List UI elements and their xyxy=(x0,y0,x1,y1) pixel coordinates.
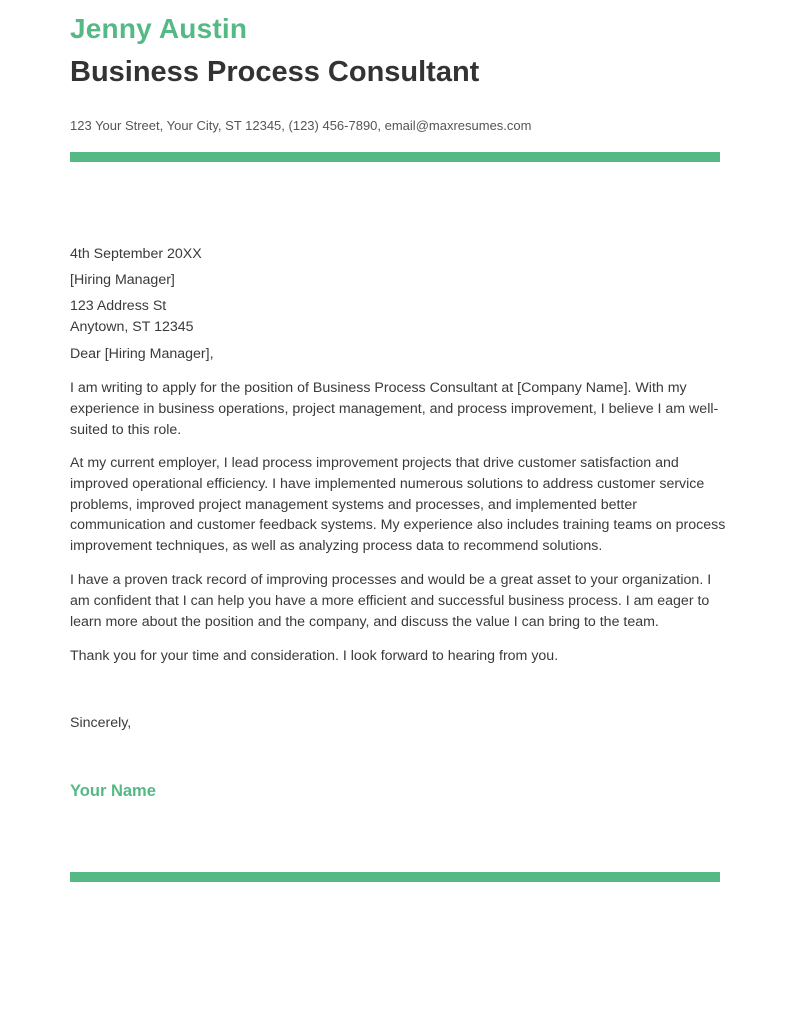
paragraph-intro xyxy=(70,378,725,440)
paragraph-line: improvement techniques, as well as analyzing process data to recommend solutions. xyxy=(70,538,603,555)
footer-divider xyxy=(70,872,720,882)
paragraph-line: At my current employer, I lead process improvement projects that drive customer satisfaction and xyxy=(70,455,679,471)
paragraph-experience xyxy=(70,453,725,557)
paragraph-line: improved operational efficiency. I have implemented numerous solutions to address customer service xyxy=(70,475,705,492)
paragraph-line: am confident that I can help you have a more efficient and successful business process. I am eager to xyxy=(70,592,710,609)
contact-info: 123 Your Street, Your City, ST 12345, (123) 456-7890, email@maxresumes.com xyxy=(70,118,532,133)
paragraph-line: suited to this role. xyxy=(70,421,182,438)
applicant-name: Jenny Austin xyxy=(70,13,248,44)
paragraph-thanks: Thank you for your time and consideration. I look forward to hearing from you. xyxy=(70,648,559,664)
salutation: Dear [Hiring Manager], xyxy=(70,346,214,362)
recipient-name: [Hiring Manager] xyxy=(70,272,175,288)
recipient-address xyxy=(70,296,725,338)
paragraph-value xyxy=(70,570,725,632)
address-line: Anytown, ST 12345 xyxy=(70,318,194,335)
paragraph-line: learn more about the position and the company, and discuss the value I can bring to the team. xyxy=(70,613,659,630)
job-title: Business Process Consultant xyxy=(70,56,480,88)
paragraph-line: communication and customer feedback systems. My experience also includes training teams on process xyxy=(70,517,726,534)
paragraph-line: problems, improved project management systems and processes, and implemented better xyxy=(70,496,637,513)
paragraph-line: experience in business operations, project management, and process improvement, I believe I am well- xyxy=(70,400,719,417)
closing: Sincerely, xyxy=(70,715,132,731)
letter-date: 4th September 20XX xyxy=(70,246,202,262)
paragraph-line: I am writing to apply for the position of Business Process Consultant at [Company Name]. With my xyxy=(70,380,687,396)
address-line: 123 Address St xyxy=(70,298,167,314)
paragraph-line: I have a proven track record of improving processes and would be a great asset to your organization. I xyxy=(70,572,712,588)
signature-name: Your Name xyxy=(70,782,156,800)
header-divider xyxy=(70,152,720,162)
